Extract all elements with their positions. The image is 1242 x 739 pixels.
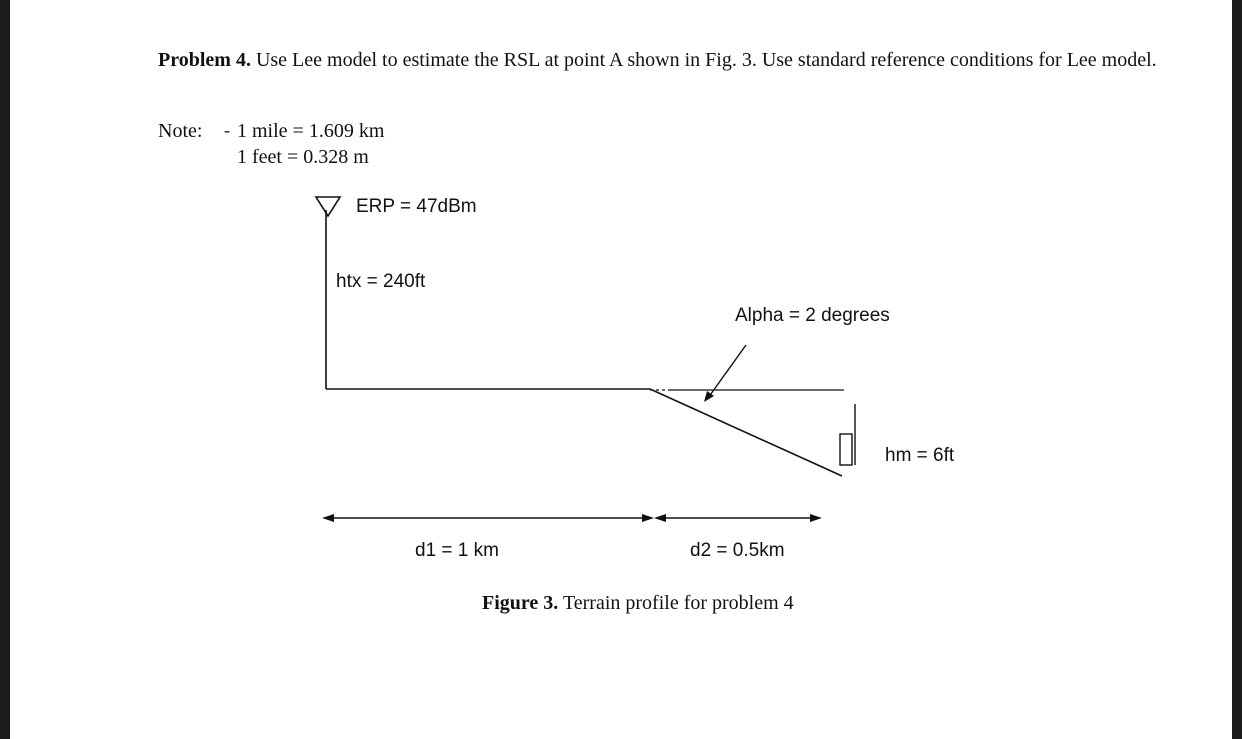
sloped-terrain-line (650, 389, 842, 476)
d1-arrow-right (642, 514, 654, 522)
d1-arrow-left (322, 514, 334, 522)
note-label: Note: (158, 120, 203, 142)
terrain-profile-figure (10, 0, 1232, 739)
problem-text: Use Lee model to estimate the RSL at point A shown in Fig. 3. Use standard reference conditions for Lee model. (255, 49, 1157, 71)
d2-arrow-left (654, 514, 666, 522)
d2-arrow-right (810, 514, 822, 522)
htx-label: htx = 240ft (336, 271, 426, 292)
antenna-icon (316, 197, 340, 216)
problem-label: Problem 4. (158, 49, 251, 71)
figure-caption (482, 592, 794, 615)
d1-label: d1 = 1 km (415, 540, 499, 561)
note-mile-conversion: 1 mile = 1.609 km (237, 120, 385, 142)
note-marker: - (224, 120, 230, 140)
d2-label: d2 = 0.5km (690, 540, 785, 561)
erp-label: ERP = 47dBm (356, 196, 477, 217)
document-page (10, 0, 1232, 739)
caption-label: Figure 3. (482, 592, 559, 614)
hm-label: hm = 6ft (885, 445, 955, 466)
caption-text: Terrain profile for problem 4 (562, 592, 794, 614)
note-feet-conversion: 1 feet = 0.328 m (237, 146, 369, 168)
alpha-label: Alpha = 2 degrees (735, 305, 890, 326)
mobile-receiver-box (840, 434, 852, 465)
